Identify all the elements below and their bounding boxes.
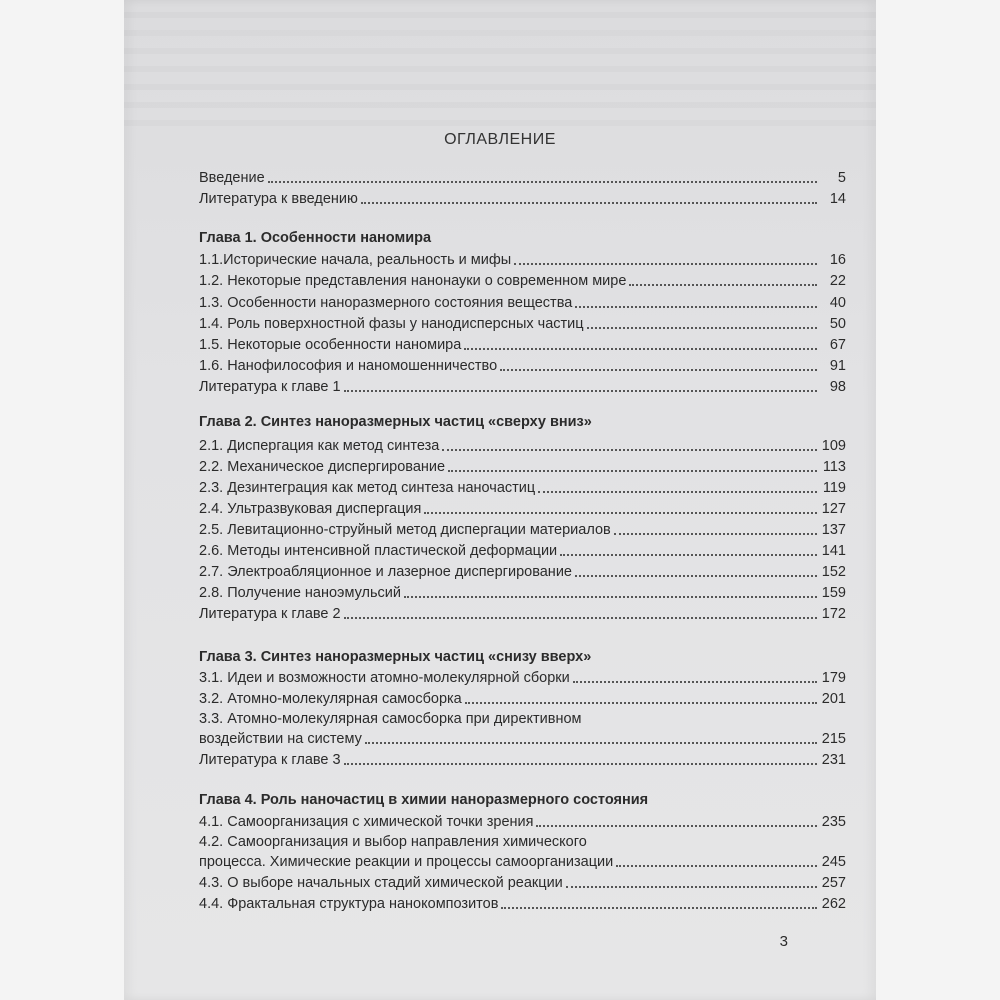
toc-entry bbox=[199, 872, 846, 892]
toc-entry bbox=[199, 540, 846, 560]
chapter-heading: Глава 3. Синтез наноразмерных частиц «снизу вверх» bbox=[199, 649, 592, 665]
toc-entry-label: 2.5. Левитационно-струйный метод диспергации материалов bbox=[199, 522, 611, 538]
toc-entry-label: 2.8. Получение наноэмульсий bbox=[199, 585, 401, 601]
toc-entry-label: Литература к главе 1 bbox=[199, 379, 341, 395]
toc-entry-page: 257 bbox=[821, 875, 846, 891]
leader-dots bbox=[614, 532, 817, 535]
toc-entry-page: 231 bbox=[821, 752, 846, 768]
toc-entry-page: 5 bbox=[837, 170, 846, 186]
leader-dots bbox=[616, 864, 817, 867]
toc-entry-label: Литература к введению bbox=[199, 191, 358, 207]
toc-entry-label: 1.6. Нанофилософия и наномошенничество bbox=[199, 358, 498, 374]
toc-entry-page: 172 bbox=[821, 606, 846, 622]
leader-dots bbox=[361, 201, 817, 204]
leader-dots bbox=[500, 368, 817, 371]
toc-entry-intro-lit bbox=[199, 188, 846, 208]
toc-entry-label: 1.1.Исторические начала, реальность и мифы bbox=[199, 252, 512, 268]
chapter-heading: Глава 4. Роль наночастиц в химии наноразмерного состояния bbox=[199, 792, 649, 808]
toc-entry-label: Литература к главе 2 bbox=[199, 606, 341, 622]
toc-entry-label: 2.4. Ультразвуковая диспергация bbox=[199, 501, 422, 517]
leader-dots bbox=[587, 326, 817, 329]
toc-entry bbox=[199, 376, 846, 396]
toc-entry-intro bbox=[199, 167, 846, 187]
toc-entry bbox=[199, 688, 846, 708]
toc-entry bbox=[199, 728, 846, 748]
leader-dots bbox=[268, 180, 817, 183]
toc-entry-label: 1.4. Роль поверхностной фазы у нанодисперсных частиц bbox=[199, 316, 584, 332]
book-page bbox=[124, 0, 876, 1000]
toc-entry-page: 215 bbox=[821, 731, 846, 747]
toc-entry bbox=[199, 498, 846, 518]
toc-entry-page: 127 bbox=[821, 501, 846, 517]
toc-entry-label: 1.2. Некоторые представления нанонауки о современном мире bbox=[199, 273, 627, 289]
leader-dots bbox=[448, 469, 817, 472]
chapter-heading: Глава 2. Синтез наноразмерных частиц «сверху вниз» bbox=[199, 414, 592, 430]
toc-entry-page: 201 bbox=[821, 691, 846, 707]
toc-entry bbox=[199, 313, 846, 333]
toc-entry-page: 113 bbox=[822, 459, 846, 475]
leader-dots bbox=[424, 511, 817, 514]
toc-entry bbox=[199, 519, 846, 539]
toc-entry-label: 4.4. Фрактальная структура нанокомпозитов bbox=[199, 896, 499, 912]
toc-entry-label: 2.6. Методы интенсивной пластической деформации bbox=[199, 543, 558, 559]
toc-entry bbox=[199, 292, 846, 312]
leader-dots bbox=[538, 490, 817, 493]
page-number: 3 bbox=[779, 933, 788, 950]
leader-dots bbox=[629, 283, 817, 286]
page-title: ОГЛАВЛЕНИЕ bbox=[444, 131, 556, 148]
toc-entry-label: 3.1. Идеи и возможности атомно-молекулярной сборки bbox=[199, 670, 570, 686]
toc-entry bbox=[199, 749, 846, 769]
toc-entry bbox=[199, 582, 846, 602]
toc-entry-page: 262 bbox=[821, 896, 846, 912]
toc-entry-label-line1: 4.2. Самоорганизация и выбор направления химического bbox=[199, 834, 587, 850]
chapter-heading: Глава 1. Особенности наномира bbox=[199, 230, 432, 246]
leader-dots bbox=[365, 741, 817, 744]
leader-dots bbox=[465, 701, 817, 704]
toc-entry-page: 98 bbox=[829, 379, 846, 395]
toc-entry-page: 119 bbox=[822, 480, 846, 496]
toc-entry-label: 3.2. Атомно-молекулярная самосборка bbox=[199, 691, 462, 707]
leader-dots bbox=[575, 305, 817, 308]
toc-entry-label: 2.3. Дезинтеграция как метод синтеза наночастиц bbox=[199, 480, 536, 496]
toc-entry-page: 179 bbox=[821, 670, 846, 686]
toc-entry bbox=[199, 893, 846, 913]
toc-entry-page: 109 bbox=[821, 438, 846, 454]
leader-dots bbox=[442, 448, 817, 451]
leader-dots bbox=[575, 574, 817, 577]
toc-entry-label: 2.2. Механическое диспергирование bbox=[199, 459, 446, 475]
toc-entry-label-line1: 3.3. Атомно-молекулярная самосборка при директивном bbox=[199, 711, 582, 727]
toc-entry-label: воздействии на систему bbox=[199, 731, 362, 747]
toc-entry bbox=[199, 811, 846, 831]
leader-dots bbox=[573, 680, 817, 683]
toc-entry bbox=[199, 603, 846, 623]
toc-entry-page: 67 bbox=[829, 337, 846, 353]
toc-entry-page: 14 bbox=[829, 191, 846, 207]
toc-entry-page: 40 bbox=[829, 295, 846, 311]
bleed-through-text bbox=[124, 0, 876, 130]
leader-dots bbox=[344, 616, 817, 619]
leader-dots bbox=[560, 553, 817, 556]
toc-entry-page: 235 bbox=[821, 814, 846, 830]
leader-dots bbox=[536, 824, 817, 827]
leader-dots bbox=[464, 347, 817, 350]
toc-entry bbox=[199, 435, 846, 455]
toc-entry-label: Литература к главе 3 bbox=[199, 752, 341, 768]
leader-dots bbox=[344, 762, 817, 765]
toc-entry-page: 22 bbox=[829, 273, 846, 289]
leader-dots bbox=[344, 389, 817, 392]
toc-entry-page: 16 bbox=[829, 252, 846, 268]
toc-entry-label: 1.3. Особенности наноразмерного состояния вещества bbox=[199, 295, 573, 311]
toc-entry-label: процесса. Химические реакции и процессы самоорганизации bbox=[199, 854, 614, 870]
leader-dots bbox=[566, 885, 817, 888]
toc-entry-page: 245 bbox=[821, 854, 846, 870]
toc-entry-page: 91 bbox=[829, 358, 846, 374]
toc-entry bbox=[199, 667, 846, 687]
toc-entry bbox=[199, 270, 846, 290]
leader-dots bbox=[514, 262, 817, 265]
leader-dots bbox=[404, 595, 817, 598]
toc-entry-label: 1.5. Некоторые особенности наномира bbox=[199, 337, 462, 353]
toc-entry bbox=[199, 249, 846, 269]
toc-entry-label: 2.1. Диспергация как метод синтеза bbox=[199, 438, 440, 454]
toc-entry-page: 141 bbox=[821, 543, 846, 559]
toc-entry bbox=[199, 851, 846, 871]
toc-entry-page: 50 bbox=[829, 316, 846, 332]
toc-entry-label: 4.3. О выборе начальных стадий химической реакции bbox=[199, 875, 563, 891]
toc-entry bbox=[199, 561, 846, 581]
toc-entry-page: 159 bbox=[821, 585, 846, 601]
toc-entry-label: 2.7. Электроабляционное и лазерное диспергирование bbox=[199, 564, 572, 580]
toc-entry bbox=[199, 456, 846, 476]
toc-entry bbox=[199, 477, 846, 497]
toc-entry-label: Введение bbox=[199, 170, 265, 186]
toc-entry-label: 4.1. Самоорганизация с химической точки зрения bbox=[199, 814, 534, 830]
toc-entry-page: 137 bbox=[821, 522, 846, 538]
toc-entry bbox=[199, 355, 846, 375]
toc-entry bbox=[199, 334, 846, 354]
leader-dots bbox=[501, 906, 817, 909]
toc-entry-page: 152 bbox=[821, 564, 846, 580]
